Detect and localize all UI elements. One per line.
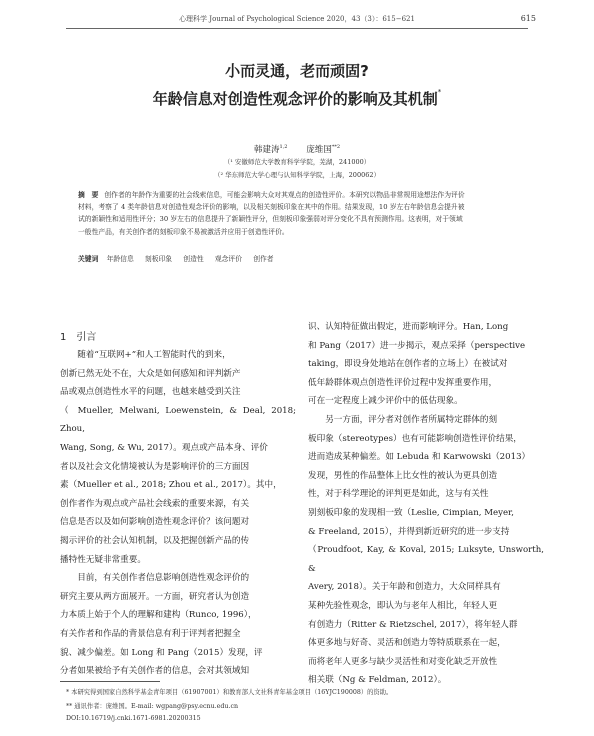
paragraph-line: 发现，男性的作品整体上比女性的被认为更具创造 (308, 470, 498, 481)
paragraph-line: 研究主要从两方面展开。一方面，研究者认为创造 (60, 591, 250, 602)
abstract (78, 189, 518, 238)
title-line-1: 小而灵通，老而顽固? (225, 62, 369, 80)
paragraph-line: 力本质上始于个人的理解和建构（Runco, 1996）， (60, 610, 257, 621)
title-line-2 (0, 88, 594, 109)
author-2: 庞维国 (306, 145, 332, 155)
paragraph-line: 有关作者和作品的背景信息有利于评判者把握全 (60, 628, 241, 639)
abstract-line: 材料，考察了 4 类年龄信息对创造性观念评价的影响，以及相关刻板印象在其中的作用。结果发现，10 岁左右年龄信息会提升被 (78, 203, 465, 212)
keyword: 创作者 (253, 255, 274, 263)
section-number: 1 (60, 332, 67, 343)
paragraph-line: Avery, 2018）。关于年龄和创造力，大众同样具有 (308, 582, 501, 593)
paragraph-line: 别刻板印象的发现相一致（Leslie, Cimpian, Meyer, (308, 507, 514, 518)
paragraph-line: 随着“互联网+”和人工智能时代的到来， (77, 350, 231, 360)
abstract-line: 一般性产品，有关创作者的刻板印象不易被激活并应用于创造性评价。 (78, 227, 289, 236)
paragraph-line: 信息是否以及如何影响创造性观念评价？该问题对 (60, 517, 250, 528)
paragraph-line: Wang, Song, & Wu, 2017）。观点或产品本身、评价 (60, 442, 268, 453)
footnote-funding: * 本研究得到国家自然科学基金青年项目（61907001）和教育部人文社科青年基金项目（16YJC190008）的资助。 (66, 689, 393, 696)
author-2-sup: **2 (331, 144, 341, 151)
paragraph-line: 识、认知特征做出假定，进而影响评分。Han, Long (308, 322, 509, 332)
paragraph-line: 目前，有关创作者信息影响创造性观念评价的 (77, 573, 250, 584)
paragraph-line: 相关联（Ng & Feldman, 2012）。 (308, 675, 447, 686)
paragraph-line: 播特性无疑非常重要。 (60, 554, 146, 565)
header-rule (66, 28, 528, 29)
paragraph-line: 性，对于科学理论的评判更是如此，这与有关性 (308, 489, 489, 500)
title-footnote-mark: * (437, 88, 442, 96)
paragraph-line: 者以及社会文化情境被认为是影响评价的三方面因 (60, 461, 250, 472)
abstract-line: 摘 要 创作者的年龄作为重要的社会线索信息，可能会影响大众对其观点的创造性评价。本研究以物品非常规用途想法作为评价 (78, 191, 465, 199)
keyword: 创造性 (183, 255, 204, 263)
right-column (308, 318, 544, 690)
footnote-doi: DOI:10.16719/j.cnki.1671-6981.20200315 (66, 715, 201, 722)
paragraph-line: 某种先验性观念，即认为与老年人相比，年轻人更 (308, 600, 498, 611)
footnote-correspondence: ** 通讯作者：庞维国。E-mail: wgpang@psy.ecnu.edu.cn (66, 703, 239, 710)
paragraph-line: （ Mueller, Melwani, Loewenstein, & Deal, 2018; Zhou, (60, 405, 296, 435)
footnote-rule (60, 681, 160, 682)
paragraph-line: 有创造力（Ritter & Rietzschel, 2017），将年轻人群 (308, 619, 518, 630)
keyword: 年龄信息 (106, 255, 134, 263)
journal-header: 心理科学 Journal of Psychological Science 2020，43（3）：615−621 (179, 15, 415, 23)
paragraph-line: 创新已然无处不在，大众是如何感知和评判新产 (60, 368, 241, 379)
paragraph-line: 和 Pang（2017）进一步揭示，观点采择（perspective (308, 340, 526, 351)
paragraph-line: 低年龄群体观点创造性评价过程中发挥重要作用， (308, 377, 498, 388)
paragraph-line: 分者如果被给予有关创作者的信息，会对其领域知 (60, 666, 250, 677)
paragraph-line: 揭示评价的社会认知机制，以及把握创新产品的传 (60, 535, 250, 546)
paragraph-line: 可在一定程度上减少评价中的低估现象。 (308, 396, 463, 407)
paragraph-line: 品或观点创造性水平的问题，也越来越受到关注 (60, 387, 241, 398)
paragraph-line: & Freeland, 2015），并得到新近研究的进一步支持 (308, 526, 510, 537)
paragraph-line: 体更多地与好奇、灵活和创造力等特质联系在一起， (308, 638, 506, 649)
left-column (60, 346, 296, 681)
affiliation-1: （¹ 安徽师范大学教育科学学院，芜湖，241000） (223, 158, 371, 166)
keyword: 刻板印象 (144, 255, 173, 263)
running-header (0, 14, 594, 28)
paragraph-line: 素（Mueller et al., 2018; Zhou et al., 2017）。其中， (60, 480, 282, 491)
affiliation-2: （² 华东师范大学心理与认知科学学院，上海，200062） (214, 171, 380, 179)
paragraph-line: 进而造成某种偏差。如 Lebuda 和 Karwowski（2013） (308, 452, 531, 463)
authors (0, 143, 594, 155)
paragraph-line: 板印象（stereotypes）也有可能影响创造性评价结果， (308, 433, 522, 444)
title-line-2-text: 年龄信息对创造性观念评价的影响及其机制 (152, 90, 438, 108)
section-heading (60, 328, 96, 343)
paragraph-line: 貌、减少偏差。如 Long 和 Pang（2015）发现，评 (60, 647, 263, 658)
keywords (78, 253, 518, 263)
author-1: 韩建涛 (253, 145, 280, 155)
paragraph-line: 创作者作为观点或产品社会线索的重要来源，有关 (60, 498, 250, 509)
paragraph-line: 而将老年人更多与缺少灵活性和对变化缺乏开放性 (308, 656, 498, 667)
author-1-sup: 1,2 (279, 144, 288, 151)
keywords-label: 关键词 (78, 255, 99, 263)
paragraph-line: 另一方面，评分者对创作者所属特定群体的刻 (325, 414, 498, 425)
paragraph-line: taking，即设身处地站在创作者的立场上）在被试对 (308, 359, 508, 370)
abstract-line: 试的新颖性和适用性评分；30 岁左右的信息提升了新颖性评分，但刻板印象强弱对评分变化不具有预测作用。这表明，对于领域 (78, 215, 463, 224)
section-title: 引言 (76, 332, 97, 343)
abstract-label: 摘 要 (78, 191, 99, 199)
keyword: 观念评价 (214, 255, 243, 263)
paragraph-line: （Proudfoot, Kay, & Koval, 2015; Luksyte, Unsworth, & (308, 545, 544, 574)
page-number: 615 (520, 14, 536, 23)
